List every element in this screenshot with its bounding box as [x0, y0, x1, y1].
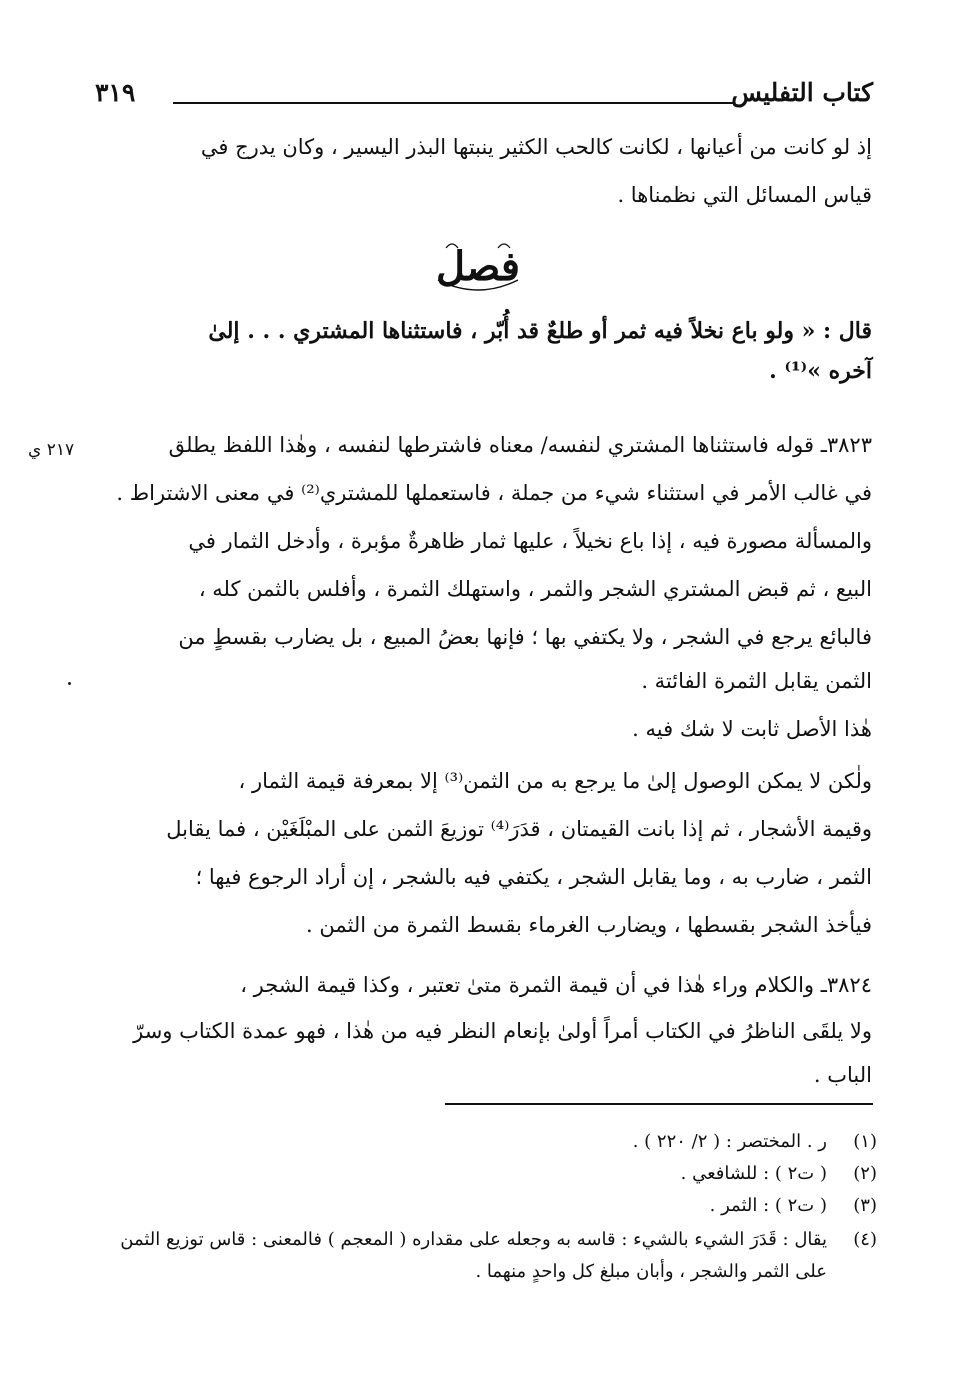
- header-rule: [173, 102, 735, 104]
- paragraph-case-line: فالبائع يرجع في الشجر ، ولا يكتفي بها ؛ فإنها بعضُ المبيع ، بل يضارب بقسطٍ من: [178, 625, 872, 649]
- footnote: [87, 1226, 877, 1254]
- paragraph-but-line: وقيمة الأشجار ، ثم إذا بانت القيمتان ، قدَرَ⁽⁴⁾ توزيعَ الثمن على المبْلَغَيْن ، فما يقابل: [166, 817, 872, 841]
- footnote-number: (٤): [853, 1229, 877, 1250]
- paragraph-but-line: ولٰكن لا يمكن الوصول إلىٰ ما يرجع به من الثمن⁽³⁾ إلا بمعرفة قيمة الثمار ،: [238, 769, 872, 793]
- paragraph-3824-line: ٣٨٢٤ـ والكلام وراء هٰذا في أن قيمة الثمرة متىٰ تعتبر ، وكذا قيمة الشجر ،: [240, 973, 872, 997]
- paragraph-but-line: فيأخذ الشجر بقسطها ، ويضارب الغرماء بقسط الثمرة من الثمن .: [306, 913, 872, 937]
- section-heading: [418, 232, 538, 302]
- paragraph-case-line: البيع ، ثم قبض المشتري الشجر والثمر ، واستهلك الثمرة ، وأفلس بالثمن كله ،: [198, 577, 872, 601]
- footnote-text: ( ت٢ ) : الثمر .: [709, 1195, 827, 1216]
- footnote: [87, 1192, 877, 1220]
- footnote-separator: [445, 1103, 873, 1105]
- footnote: [87, 1160, 877, 1188]
- footnote-text: يقال : قَدَرَ الشيء بالشيء : قاسه به وجعله على مقداره ( المعجم ) فالمعنى : قاس توزيع الثمن: [120, 1229, 827, 1250]
- paragraph-3824-line: الباب .: [813, 1063, 872, 1087]
- section-heading-text: فصل: [435, 243, 521, 290]
- intro-line: إذ لو كانت من أعيانها ، لكانت كالحب الكثير ينبتها البذر اليسير ، وكان يدرج في: [200, 135, 872, 159]
- footnote-continuation: [87, 1258, 877, 1286]
- footnote-number: (٢): [853, 1163, 877, 1184]
- intro-line: قياس المسائل التي نظمناها .: [617, 183, 872, 207]
- paragraph-but-line: الثمر ، ضارب به ، وما يقابل الشجر ، يكتفي فيه بالشجر ، إن أراد الرجوع فيها ؛: [195, 865, 872, 889]
- footnote-text: على الثمر والشجر ، وأبان مبلغ كل واحدٍ منهما .: [475, 1261, 827, 1282]
- footnote-number: (١): [853, 1131, 877, 1152]
- quote-line: آخره »⁽¹⁾ .: [769, 358, 872, 384]
- paragraph-case-line: والمسألة مصورة فيه ، إذا باع نخيلاً ، عليها ثمار ظاهرةٌ مؤبرة ، وأدخل الثمار في: [188, 529, 872, 553]
- footnote-number: (٣): [853, 1195, 877, 1216]
- page-number: ٣١٩: [95, 78, 136, 107]
- paragraph-3823-line: في غالب الأمر في استثناء شيء من جملة ، فاستعملها للمشتري⁽²⁾ في معنى الاشتراط .: [116, 481, 872, 505]
- margin-folio-note: ٢١٧ ي: [28, 440, 75, 460]
- footnote-text: ( ت٢ ) : للشافعي .: [680, 1163, 827, 1184]
- margin-mark: [68, 682, 71, 685]
- header-title: كتاب التفليس: [731, 78, 873, 107]
- quote-line: قال : « ولو باع نخلاً فيه ثمر أو طلعٌ قد أُبّر ، فاستثناها المشتري . . . إلىٰ: [208, 318, 872, 344]
- paragraph-3823-line: ٣٨٢٣ـ قوله فاستثناها المشتري لنفسه/ معناه فاشترطها لنفسه ، وهٰذا اللفظ يطلق: [168, 433, 872, 457]
- running-header: [95, 78, 873, 114]
- paragraph-principle: هٰذا الأصل ثابت لا شك فيه .: [632, 717, 872, 741]
- section-heading-ornament: [418, 232, 538, 302]
- paragraph-3824-line: ولا يلقَى الناظرُ في الكتاب أمراً أولىٰ بإنعام النظر فيه من هٰذا ، فهو عمدة الكتاب وسرّ: [133, 1019, 872, 1043]
- footnote-text: ر . المختصر : ( ٢/ ٢٢٠ ) .: [632, 1131, 827, 1152]
- footnote: [87, 1128, 877, 1156]
- paragraph-case-line: الثمن يقابل الثمرة الفائتة .: [641, 669, 872, 693]
